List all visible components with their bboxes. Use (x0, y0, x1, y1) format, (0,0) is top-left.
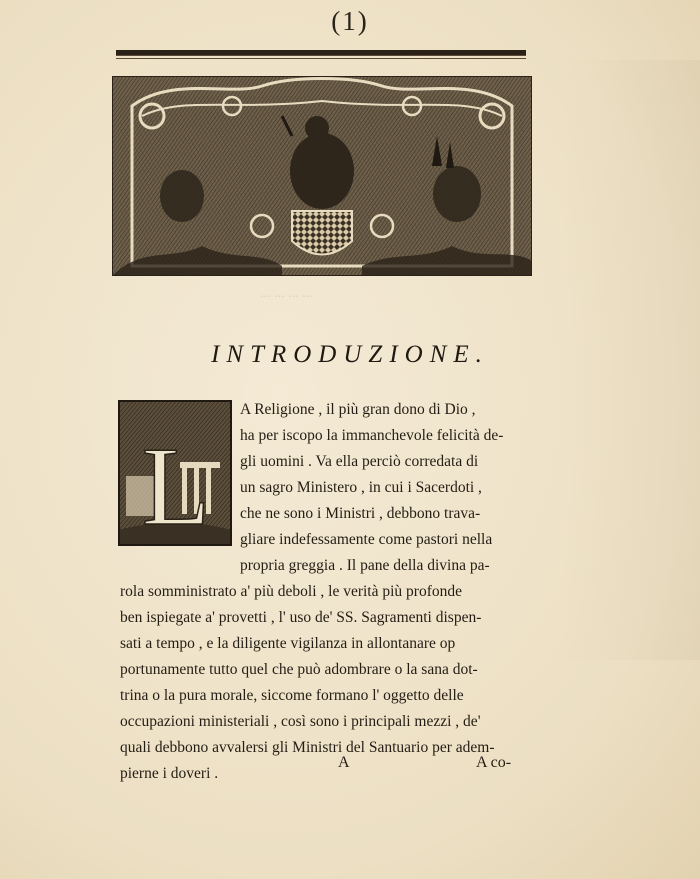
text-line: che ne sono i Ministri , debbono trava- (240, 505, 481, 522)
text-line: portunamente tutto quel che può adombrare o la sana dot- (120, 661, 478, 678)
catchword: A co- (476, 754, 512, 771)
text-line: ha per iscopo la immanchevole felicità de- (240, 427, 504, 444)
header-rule (116, 50, 526, 56)
text-line: ben ispiegate a' provetti , l' uso de' SS. Sagramenti dispen- (120, 609, 482, 626)
show-through-text: ··· ··· ··· ··· (260, 290, 313, 305)
signature-mark: A (338, 754, 350, 771)
decorated-initial (118, 400, 232, 546)
text-line: propria greggia . Il pane della divina pa- (240, 557, 490, 574)
text-line: gliare indefessamente come pastori nella (240, 531, 493, 548)
page-number: (1) (331, 6, 369, 36)
text-line: sati a tempo , e la diligente vigilanza in allontanare op (120, 635, 456, 652)
section-title: INTRODUZIONE. (211, 341, 489, 368)
text-line: un sagro Ministero , in cui i Sacerdoti , (240, 479, 482, 496)
text-line: pierne i doveri . (120, 765, 219, 782)
text-line: rola somministrato a' più deboli , le verità più profonde (120, 583, 462, 600)
text-line: A Religione , il più gran dono di Dio , (240, 401, 476, 418)
engraved-headpiece (112, 76, 532, 276)
initial-letter: L (141, 425, 211, 546)
text-line: quali debbono avvalersi gli Ministri del Santuario per adem- (120, 739, 495, 756)
header-rule-thin (116, 58, 526, 59)
text-line: trina o la pura morale, siccome formano l' oggetto delle (120, 687, 464, 704)
text-line: gli uomini . Va ella perciò corredata di (240, 453, 479, 470)
text-line: occupazioni ministeriali , così sono i principali mezzi , de' (120, 713, 481, 730)
